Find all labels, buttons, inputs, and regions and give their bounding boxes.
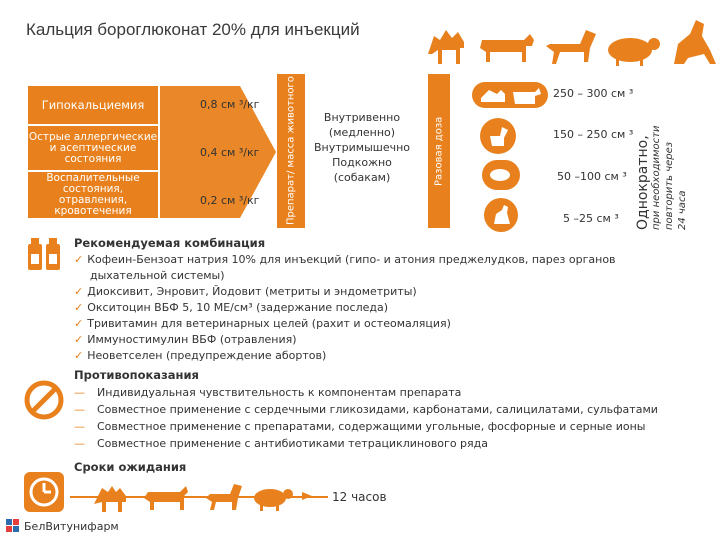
list-item: ✓ Окситоцин ВБФ 5, 10 МЕ/см³ (задержание последа) [74,301,389,314]
condition-hypocalcemia: Гипокальциемия [28,86,158,124]
band-single-dose: Разовая доза [428,74,450,228]
cow-icon [480,34,534,62]
horse-icon [546,30,596,64]
vial-icon [26,238,62,276]
list-item: — Индивидуальная чувствительность к компонентам препарата [74,386,462,399]
route-line-4: Подкожно [332,156,392,169]
route-line-3: Внутримышечно [313,141,411,154]
page-title: Кальция бороглюконат 20% для инъекций [26,20,360,39]
list-item: ✓ Диоксивит, Энровит, Йодовит (метриты и эндометриты) [74,285,417,298]
range-1: 250 – 300 см ³ [553,87,634,100]
withdrawal-value: 12 часов [332,490,387,504]
range-4: 5 –25 см ³ [563,212,619,225]
list-item: — Совместное применение с препаратами, содержащими угольные, фосфорные и серные ионы [74,420,646,433]
range-2: 150 – 250 см ³ [553,128,634,141]
dose-1: 0,8 см ³/кг [200,98,260,111]
side-note-main: Однократно, [635,135,651,230]
withdrawal-line [70,496,328,498]
route-line-5: (собакам) [333,171,391,184]
withdrawal-heading: Сроки ожидания [74,460,187,474]
condition-inflammatory: Воспалительные состояния, отравления, кровотечения [28,172,158,218]
route-line-2: (медленно) [328,126,396,139]
list-item: ✓ Иммуностимулин ВБФ (отравления) [74,333,297,346]
contra-list [74,384,658,452]
clock-icon [22,470,66,518]
sheep-icon [254,489,293,511]
side-note [636,80,716,230]
list-item: ✓ Кофеин-Бензоат натрия 10% для инъекций (гипо- и атония преджелудков, парез органов [74,253,616,266]
recommended-list [74,252,616,364]
side-note-line3: повторить через [664,141,675,230]
cow-icon [144,486,188,510]
list-item: — Совместное применение с антибиотиками тетрациклинового ряда [74,437,488,450]
side-note-line4: 24 часа [677,190,688,230]
horse-icon [480,118,516,154]
dose-3: 0,2 см ³/кг [200,194,260,207]
list-item: дыхательной системы) [90,269,225,282]
condition-allergic: Острые аллергические и асептические состояния [28,126,158,170]
side-note-line2: при необходимости [651,125,662,230]
dose-2: 0,4 см ³/кг [200,146,260,159]
sheep-icon [608,38,660,66]
logo [6,519,119,533]
route-block [310,110,414,185]
camel-icon [428,30,464,64]
top-animals [420,14,720,74]
route-line-1: Внутривенно [323,111,401,124]
band-preparation: Препарат/ масса животного [277,74,305,228]
camel-icon [94,486,126,512]
list-item: ✓ Неоветселен (предупреждение абортов) [74,349,327,362]
camel-cow-group-icon [472,82,548,108]
sheep-icon [482,160,520,190]
recommended-heading: Рекомендуемая комбинация [74,236,266,250]
dog-icon [674,20,716,64]
list-item: ✓ Тривитамин для ветеринарных целей (рахит и остеомаляция) [74,317,451,330]
prohibition-icon [24,380,64,424]
range-3: 50 –100 см ³ [557,170,627,183]
dog-icon [484,198,518,232]
logo-text: БелВитунифарм [24,519,119,533]
logo-icon [6,519,20,533]
list-item: — Совместное применение с сердечными гликозидами, карбонатами, салицилатами, сульфатами [74,403,658,416]
contra-heading: Противопоказания [74,368,199,382]
